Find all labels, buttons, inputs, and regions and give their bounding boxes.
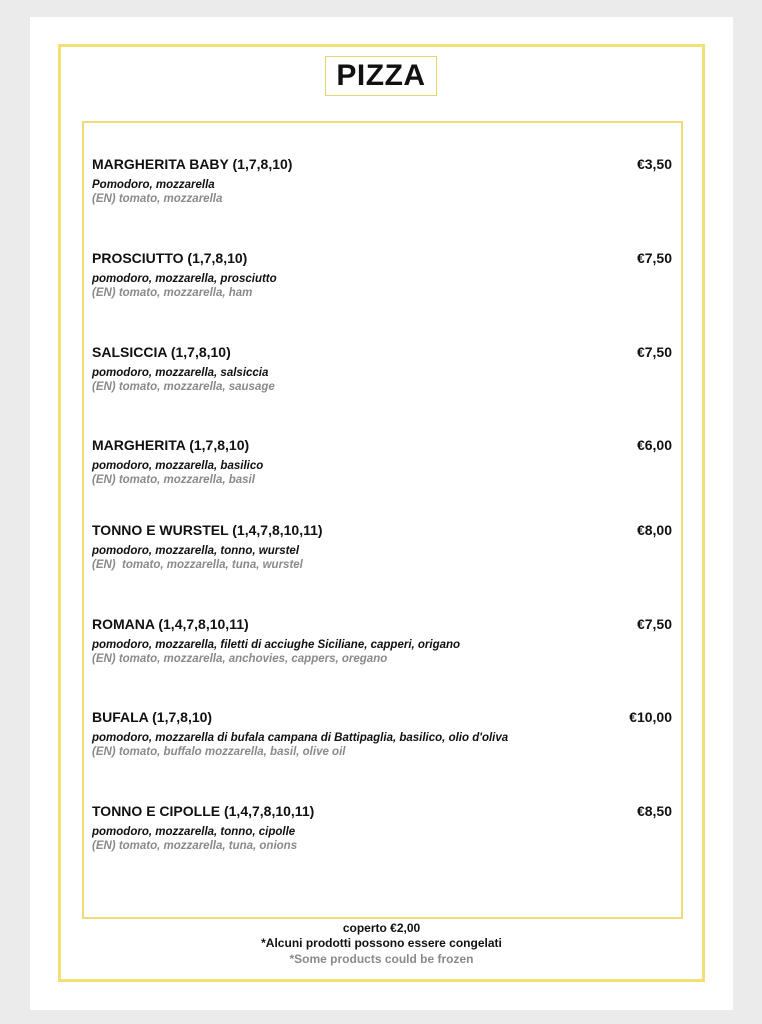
item-price: €8,00 xyxy=(636,522,672,538)
menu-title: PIZZA xyxy=(336,59,426,92)
item-price: €7,50 xyxy=(636,616,672,632)
frozen-note-en: *Some products could be frozen xyxy=(289,952,474,966)
item-name: MARGHERITA (1,7,8,10) xyxy=(92,437,250,453)
item-name: PROSCIUTTO (1,7,8,10) xyxy=(92,250,248,266)
item-price: €10,00 xyxy=(629,709,672,725)
menu-item xyxy=(92,522,672,571)
item-ingredients-it: pomodoro, mozzarella, filetti di acciughe Siciliane, capperi, origano xyxy=(92,639,461,651)
title-box xyxy=(325,56,437,96)
item-ingredients-it: Pomodoro, mozzarella xyxy=(92,179,215,191)
item-ingredients-it: pomodoro, mozzarella, basilico xyxy=(92,460,264,472)
menu-item xyxy=(92,156,672,205)
item-name: ROMANA (1,4,7,8,10,11) xyxy=(92,616,249,632)
item-price: €8,50 xyxy=(636,803,672,819)
item-ingredients-it: pomodoro, mozzarella, tonno, wurstel xyxy=(92,545,300,557)
menu-item xyxy=(92,250,672,299)
menu-item xyxy=(92,709,672,758)
item-price: €3,50 xyxy=(636,156,672,172)
frozen-note-it: *Alcuni prodotti possono essere congelati xyxy=(261,936,502,950)
item-ingredients-en: (EN) tomato, mozzarella, tuna, onions xyxy=(92,840,298,852)
menu-item xyxy=(92,803,672,852)
item-ingredients-en: (EN) tomato, mozzarella, sausage xyxy=(92,381,275,393)
item-ingredients-en: (EN) tomato, mozzarella, tuna, wurstel xyxy=(92,559,303,571)
item-price: €7,50 xyxy=(636,250,672,266)
item-ingredients-en: (EN) tomato, mozzarella, anchovies, cappers, oregano xyxy=(92,653,388,665)
inner-frame xyxy=(82,121,683,919)
item-ingredients-en: (EN) tomato, mozzarella xyxy=(92,193,223,205)
item-ingredients-it: pomodoro, mozzarella, salsiccia xyxy=(92,367,269,379)
item-ingredients-it: pomodoro, mozzarella, prosciutto xyxy=(92,273,277,285)
item-ingredients-it: pomodoro, mozzarella di bufala campana di Battipaglia, basilico, olio d'oliva xyxy=(92,732,509,744)
item-name: TONNO E WURSTEL (1,4,7,8,10,11) xyxy=(92,522,323,538)
item-ingredients-en: (EN) tomato, mozzarella, ham xyxy=(92,287,253,299)
item-price: €7,50 xyxy=(636,344,672,360)
item-ingredients-en: (EN) tomato, mozzarella, basil xyxy=(92,474,255,486)
menu-item xyxy=(92,437,672,486)
item-ingredients-en: (EN) tomato, buffalo mozzarella, basil, olive oil xyxy=(92,746,346,758)
item-name: SALSICCIA (1,7,8,10) xyxy=(92,344,231,360)
menu-item xyxy=(92,616,672,665)
menu-item xyxy=(92,344,672,393)
item-price: €6,00 xyxy=(636,437,672,453)
item-name: TONNO E CIPOLLE (1,4,7,8,10,11) xyxy=(92,803,315,819)
cover-charge: coperto €2,00 xyxy=(342,921,421,935)
item-name: MARGHERITA BABY (1,7,8,10) xyxy=(92,156,293,172)
item-name: BUFALA (1,7,8,10) xyxy=(92,709,213,725)
item-ingredients-it: pomodoro, mozzarella, tonno, cipolle xyxy=(92,826,296,838)
